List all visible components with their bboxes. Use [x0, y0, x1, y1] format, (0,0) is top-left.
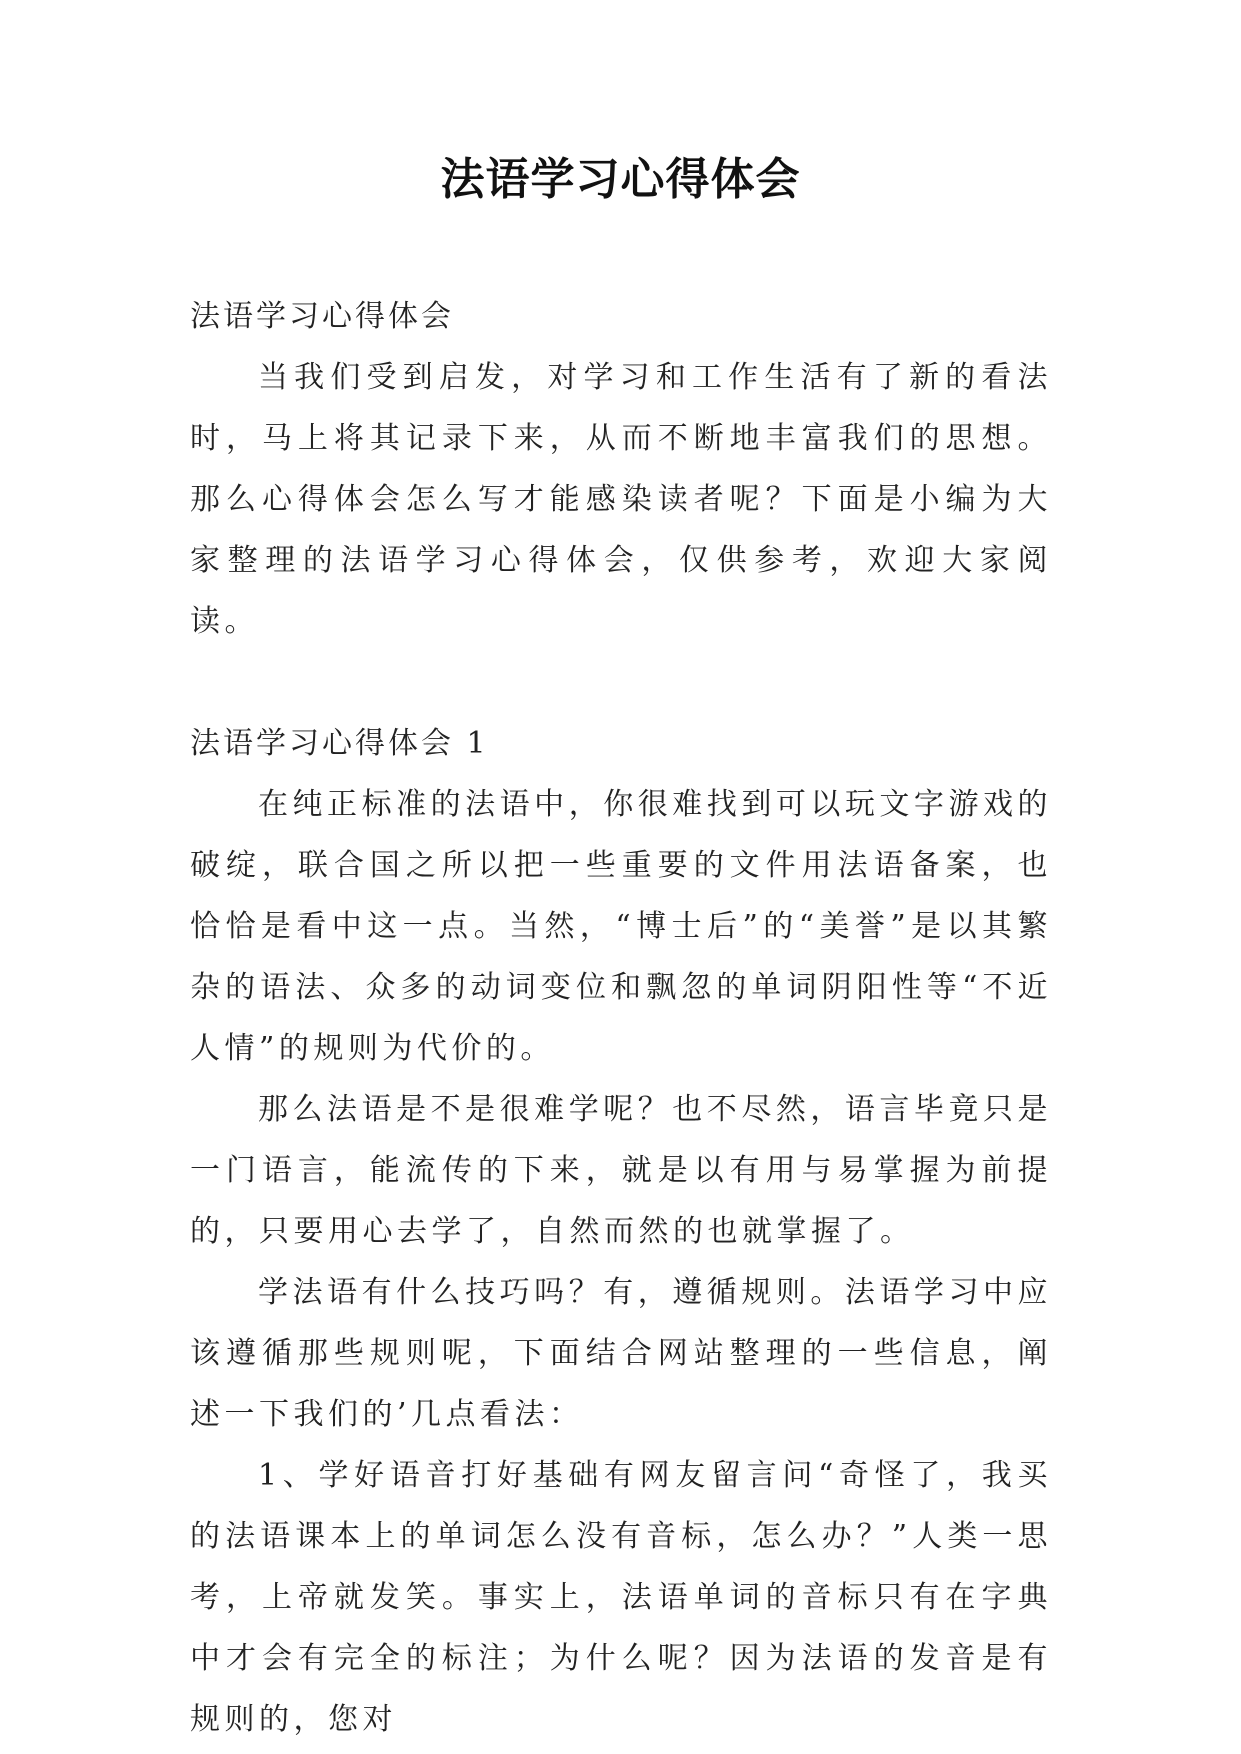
document-body — [190, 286, 1052, 1750]
body-paragraph: 那么法语是不是很难学呢？也不尽然，语言毕竟只是一门语言，能流传的下来，就是以有用与易掌握为前提的，只要用心去学了，自然而然的也就掌握了。 — [190, 1092, 1052, 1249]
document-title: 法语学习心得体会 — [440, 154, 801, 205]
intro-paragraph: 当我们受到启发，对学习和工作生活有了新的看法时，马上将其记录下来，从而不断地丰富我们的思想。那么心得体会怎么写才能感染读者呢？下面是小编为大家整理的法语学习心得体会，仅供参考，欢迎大家阅读。 — [190, 360, 1052, 639]
section-1-heading: 法语学习心得体会 1 — [190, 726, 489, 761]
body-paragraph: 在纯正标准的法语中，你很难找到可以玩文字游戏的破绽，联合国之所以把一些重要的文件用法语备案，也恰恰是看中这一点。当然，“博士后”的“美誉”是以其繁杂的语法、众多的动词变位和飘忽的单词阴阳性等“不近人情”的规则为代价的。 — [190, 787, 1052, 1066]
body-paragraph: 1、学好语音打好基础有网友留言问“奇怪了，我买的法语课本上的单词怎么没有音标，怎么办？”人类一思考，上帝就发笑。事实上，法语单词的音标只有在字典中才会有完全的标注；为什么呢？因为法语的发音是有规则的，您对 — [190, 1458, 1052, 1737]
body-paragraph: 学法语有什么技巧吗？有，遵循规则。法语学习中应该遵循那些规则呢，下面结合网站整理的一些信息，阐述一下我们的’几点看法： — [190, 1275, 1052, 1432]
intro-heading: 法语学习心得体会 — [190, 299, 454, 334]
